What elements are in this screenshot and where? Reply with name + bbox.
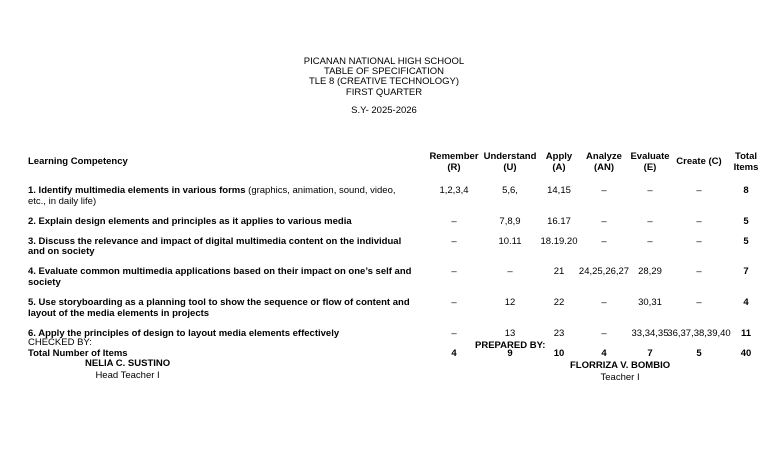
document-header (0, 0, 768, 116)
cell-total: 8 (743, 184, 749, 196)
total-remember: 4 (451, 348, 457, 359)
total-apply: 10 (553, 348, 565, 359)
prepared-by-label: PREPARED BY: (475, 340, 546, 351)
cell-remember: – (451, 235, 457, 247)
col-total-items: Total Items (733, 150, 759, 173)
total-analyze: 4 (601, 348, 607, 359)
prepared-by-title: Teacher I (600, 371, 640, 383)
table-row (28, 267, 768, 289)
prepared-by-name: FLORRIZA V. BOMBIO (570, 360, 671, 371)
competency-text: 6. Apply the principles of design to layout media elements effectively (28, 328, 340, 340)
cell-evaluate: – (647, 184, 653, 196)
specification-table (0, 152, 768, 360)
cell-create: – (696, 297, 702, 309)
checked-by-title: Head Teacher I (95, 369, 160, 381)
cell-understand: 7,8,9 (499, 215, 521, 227)
competency-text: 4. Evaluate common multimedia applications based on their impact on one’s self and society (28, 266, 412, 289)
cell-total: 7 (743, 266, 749, 278)
cell-evaluate: – (647, 235, 653, 247)
checked-signature-block (85, 358, 170, 382)
competency-text: 5. Use storyboarding as a planning tool to show the sequence or flow of content and layout of the media elements in projects (28, 297, 410, 320)
cell-evaluate: 30,31 (638, 297, 662, 309)
total-create: 5 (696, 348, 702, 359)
cell-analyze: – (601, 184, 607, 196)
cell-apply: 16.17 (547, 215, 571, 227)
cell-understand: 10.11 (498, 235, 522, 247)
cell-total: 11 (740, 328, 752, 340)
cell-remember: – (451, 328, 457, 340)
col-evaluate: Evaluate (E) (630, 150, 670, 173)
cell-understand: 13 (504, 328, 516, 340)
cell-evaluate: – (647, 215, 653, 227)
total-evaluate: 7 (647, 348, 653, 359)
cell-apply: 23 (553, 328, 565, 340)
subject-line: TLE 8 (CREATIVE TECHNOLOGY) (308, 76, 460, 88)
cell-remember: – (451, 215, 457, 227)
total-understand: 9 (507, 348, 513, 359)
cell-understand: 5,6, (502, 184, 518, 196)
col-create: Create (C) (676, 156, 722, 168)
cell-analyze: – (601, 235, 607, 247)
cell-analyze: 24,25,26,27 (578, 266, 630, 278)
cell-create: – (696, 184, 702, 196)
cell-evaluate: 28,29 (638, 266, 662, 278)
total-items-grand: 40 (740, 348, 752, 359)
cell-analyze: – (601, 215, 607, 227)
quarter-line: FIRST QUARTER (345, 86, 423, 98)
cell-apply: 18.19.20 (540, 235, 578, 247)
checked-by-label: CHECKED BY: (28, 337, 92, 348)
cell-remember: 1,2,3,4 (439, 184, 469, 196)
school-year: S.Y- 2025-2026 (351, 105, 417, 117)
cell-total: 5 (743, 235, 749, 247)
competency-text: 1. Identify multimedia elements in various forms (graphics, animation, sound, video, etc., in daily life) (28, 184, 396, 207)
col-apply: Apply (A) (545, 150, 573, 173)
cell-create: 36,37,38,39,40 (667, 328, 731, 340)
cell-remember: – (451, 297, 457, 309)
col-learning-competency: Learning Competency (28, 156, 128, 168)
cell-understand: 12 (504, 297, 516, 309)
cell-analyze: – (601, 297, 607, 309)
cell-create: – (696, 215, 702, 227)
cell-create: – (696, 266, 702, 278)
table-row (28, 329, 768, 340)
document-title: TABLE OF SPECIFICATION (324, 66, 444, 78)
cell-apply: 22 (553, 297, 565, 309)
cell-total: 4 (743, 297, 749, 309)
competency-text: 3. Discuss the relevance and impact of digital multimedia content on the individual and on society (28, 235, 402, 258)
col-understand: Understand (U) (483, 150, 537, 173)
table-row (28, 298, 768, 320)
checked-by-name: NELIA C. SUSTINO (85, 358, 171, 369)
table-header-row (28, 152, 768, 174)
cell-remember: – (451, 266, 457, 278)
cell-analyze: – (601, 328, 607, 340)
table-row (28, 217, 768, 228)
cell-apply: 14,15 (547, 184, 571, 196)
cell-apply: 21 (553, 266, 565, 278)
cell-evaluate: 33,34,35 (631, 328, 669, 340)
col-remember: Remember (R) (429, 150, 479, 173)
cell-understand: – (507, 266, 513, 278)
total-row-label: Total Number of Items (28, 348, 128, 359)
table-row (28, 186, 768, 208)
table-row (28, 237, 768, 259)
prepared-signature-block (570, 360, 670, 384)
cell-create: – (696, 235, 702, 247)
school-name: PICANAN NATIONAL HIGH SCHOOL (303, 56, 465, 67)
competency-text: 2. Explain design elements and principles as it applies to various media (28, 215, 352, 227)
col-analyze: Analyze (AN) (586, 150, 622, 173)
cell-total: 5 (743, 215, 749, 227)
